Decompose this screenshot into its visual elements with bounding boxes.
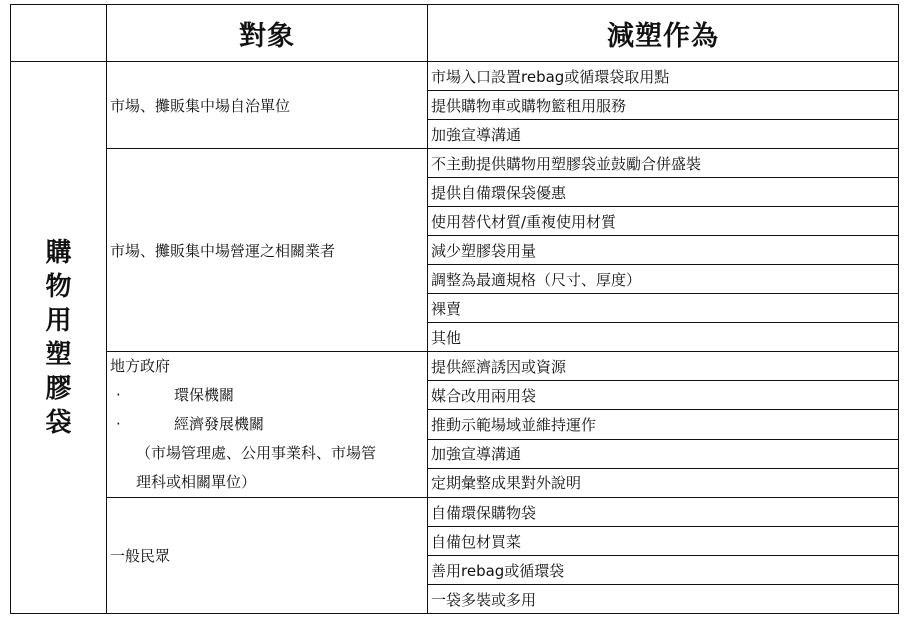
action-cell: 提供購物車或購物籃租用服務	[428, 91, 899, 120]
target-general-public: 一般民眾	[107, 498, 428, 614]
action-cell: 媒合改用兩用袋	[428, 381, 899, 410]
category-char: 袋	[45, 407, 72, 438]
action-cell: 定期彙整成果對外說明	[428, 468, 899, 497]
category-char: 購	[45, 237, 72, 268]
action-cell: 推動示範場域並維持運作	[428, 410, 899, 439]
action-cell: 善用rebag或循環袋	[428, 556, 899, 585]
target-local-government	[107, 352, 428, 498]
category-char: 塑	[45, 339, 72, 370]
action-cell: 加強宣導溝通	[428, 120, 899, 149]
target-gov-item: · 環保機關	[110, 381, 427, 410]
action-cell: 一袋多裝或多用	[428, 585, 899, 614]
action-cell: 其他	[428, 323, 899, 352]
target-gov-item: · 經濟發展機關	[110, 410, 427, 439]
action-cell: 自備包材買菜	[428, 527, 899, 556]
header-target: 對象	[107, 5, 428, 62]
action-cell: 提供自備環保袋優惠	[428, 178, 899, 207]
category-char: 物	[45, 271, 72, 302]
action-cell: 市場入口設置rebag或循環袋取用點	[428, 62, 899, 91]
bullet-icon: ·	[116, 415, 121, 433]
header-action: 減塑作為	[428, 5, 899, 62]
target-gov-note: （市場管理處、公用事業科、市場管	[136, 444, 377, 462]
category-char: 膠	[45, 373, 72, 404]
action-cell: 調整為最適規格（尺寸、厚度）	[428, 265, 899, 294]
target-market-operators: 市場、攤販集中場營運之相關業者	[107, 149, 428, 352]
action-cell: 減少塑膠袋用量	[428, 236, 899, 265]
action-cell: 自備環保購物袋	[428, 498, 899, 527]
action-cell: 加強宣導溝通	[428, 439, 899, 468]
header-blank-cell	[11, 5, 107, 62]
target-market-self-governance: 市場、攤販集中場自治單位	[107, 62, 428, 149]
action-cell: 不主動提供購物用塑膠袋並鼓勵合併盛裝	[428, 149, 899, 178]
category-char: 用	[45, 305, 72, 336]
action-cell: 使用替代材質/重複使用材質	[428, 207, 899, 236]
bullet-icon: ·	[116, 386, 121, 404]
target-gov-note: 理科或相關單位）	[136, 473, 257, 491]
category-cell	[11, 62, 107, 614]
target-gov-title: 地方政府	[110, 357, 171, 375]
action-cell: 裸賣	[428, 294, 899, 323]
action-cell: 提供經濟誘因或資源	[428, 352, 899, 381]
plastic-reduction-table	[10, 4, 899, 614]
